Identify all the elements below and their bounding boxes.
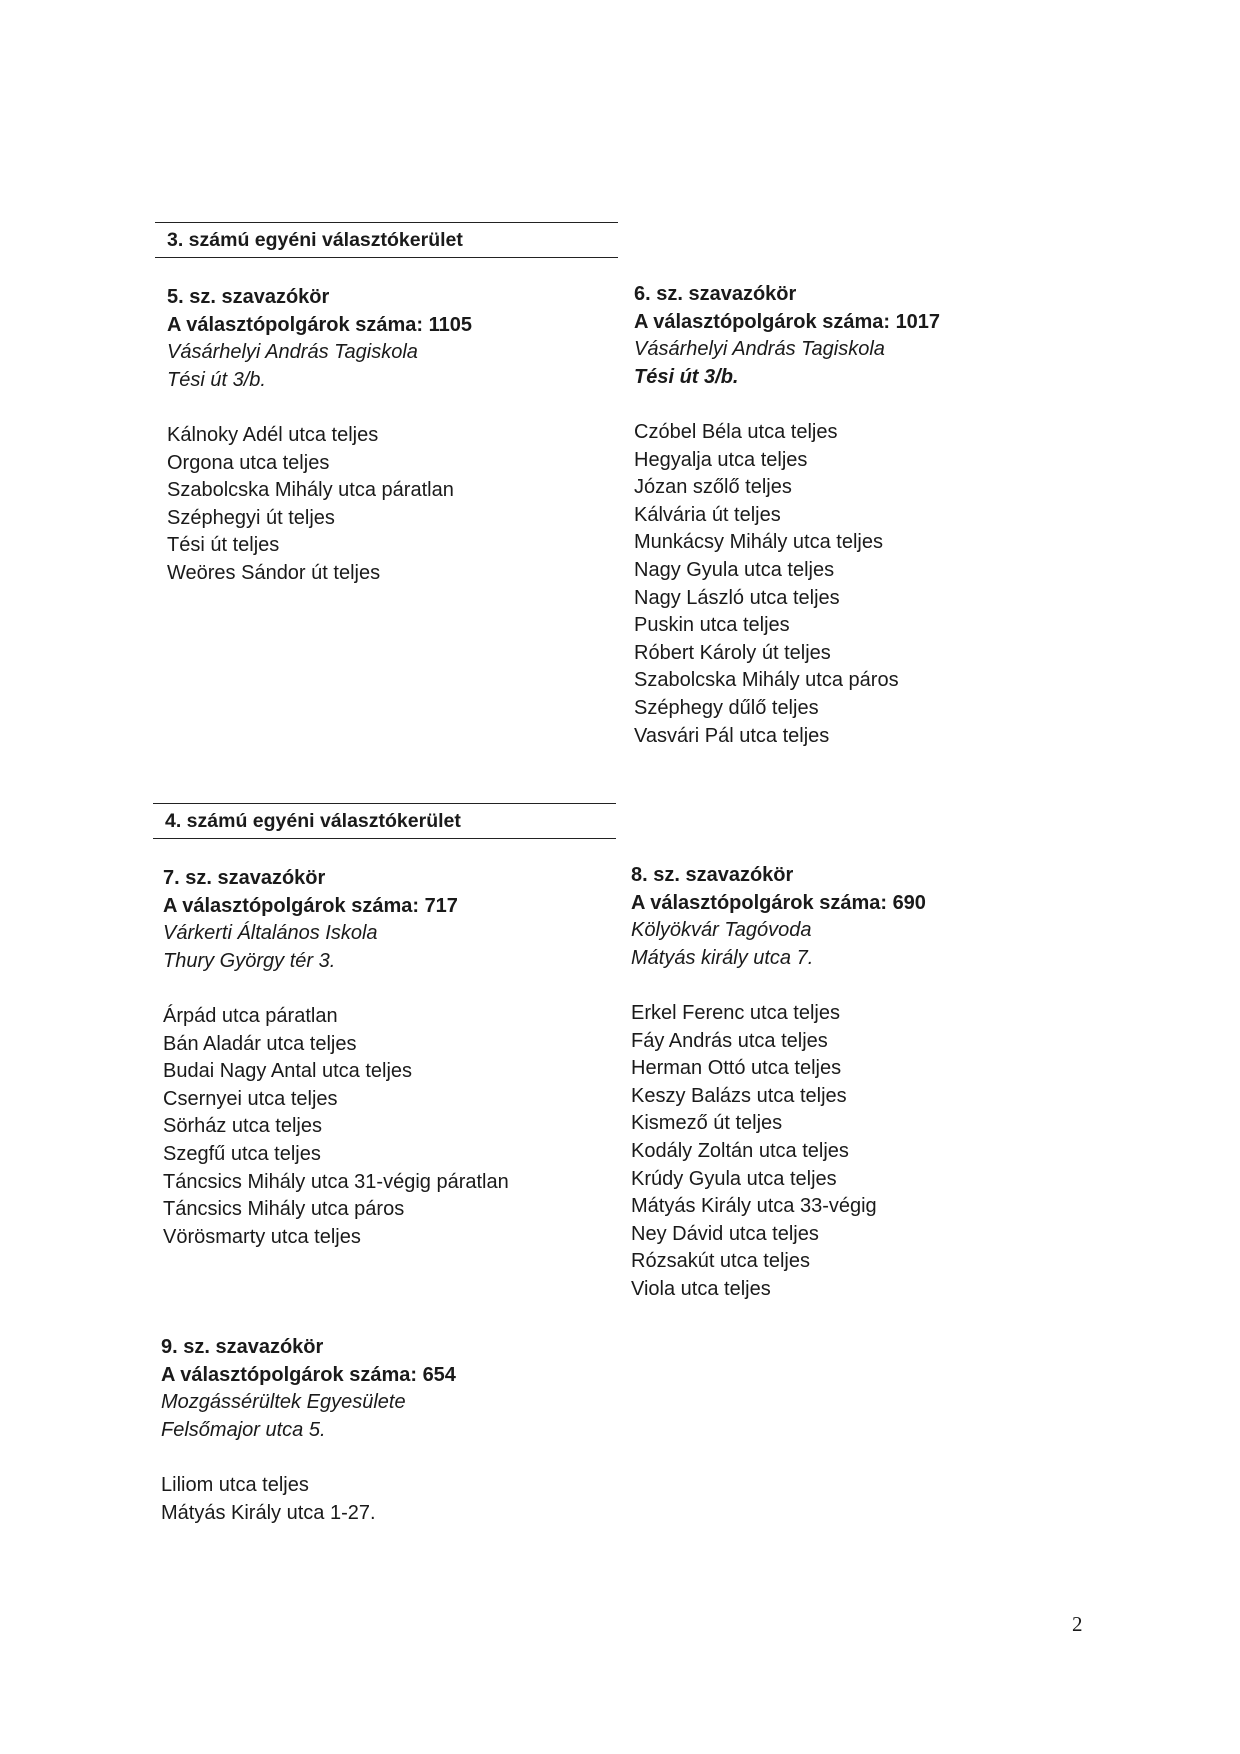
street-item: Kodály Zoltán utca teljes bbox=[631, 1139, 849, 1162]
district-title: 3. számú egyéni választókerület bbox=[167, 229, 463, 251]
street-item: Orgona utca teljes bbox=[167, 451, 330, 474]
street-item: Szegfű utca teljes bbox=[163, 1142, 321, 1165]
street-item: Vörösmarty utca teljes bbox=[163, 1225, 361, 1248]
street-item: Herman Ottó utca teljes bbox=[631, 1057, 842, 1080]
street-item: Kálnoky Adél utca teljes bbox=[167, 423, 379, 446]
precinct-block bbox=[631, 862, 1111, 1304]
polling-location: Vásárhelyi András Tagiskola bbox=[167, 341, 418, 364]
precinct-name: 7. sz. szavazókör bbox=[163, 867, 326, 889]
street-item: Czóbel Béla utca teljes bbox=[634, 420, 838, 443]
voter-count: A választópolgárok száma: 717 bbox=[163, 894, 458, 917]
street-item: Budai Nagy Antal utca teljes bbox=[163, 1060, 413, 1083]
street-item: Táncsics Mihály utca 31-végig páratlan bbox=[163, 1170, 509, 1193]
street-item: Keszy Balázs utca teljes bbox=[631, 1084, 847, 1107]
street-item: Széphegyi út teljes bbox=[167, 506, 335, 529]
polling-location: Mozgássérültek Egyesülete bbox=[161, 1391, 406, 1414]
precinct-name: 8. sz. szavazókör bbox=[631, 864, 794, 886]
voter-count: A választópolgárok száma: 654 bbox=[161, 1363, 456, 1386]
polling-address: Tési út 3/b. bbox=[634, 365, 739, 388]
precinct-name: 9. sz. szavazókör bbox=[161, 1336, 324, 1358]
street-item: Kismező út teljes bbox=[631, 1112, 783, 1135]
polling-address: Felsőmajor utca 5. bbox=[161, 1418, 326, 1441]
street-item: Weöres Sándor út teljes bbox=[167, 561, 381, 584]
street-item: Rózsakút utca teljes bbox=[631, 1250, 810, 1273]
street-item: Ney Dávid utca teljes bbox=[631, 1222, 819, 1245]
voter-count: A választópolgárok száma: 1105 bbox=[167, 313, 472, 336]
street-list bbox=[161, 1472, 641, 1527]
street-item: Nagy Gyula utca teljes bbox=[634, 558, 835, 581]
street-item: Kálvária út teljes bbox=[634, 503, 781, 526]
street-item: Széphegy dűlő teljes bbox=[634, 696, 819, 719]
street-item: Mátyás Király utca 1-27. bbox=[161, 1501, 376, 1524]
street-item: Szabolcska Mihály utca páratlan bbox=[167, 479, 454, 502]
polling-address: Thury György tér 3. bbox=[163, 949, 336, 972]
precinct-name: 6. sz. szavazókör bbox=[634, 283, 797, 305]
polling-address: Mátyás király utca 7. bbox=[631, 946, 814, 969]
district-header bbox=[155, 222, 618, 258]
street-item: Krúdy Gyula utca teljes bbox=[631, 1167, 837, 1190]
street-item: Mátyás Király utca 33-végig bbox=[631, 1195, 877, 1218]
street-item: Szabolcska Mihály utca páros bbox=[634, 669, 899, 692]
polling-address: Tési út 3/b. bbox=[167, 368, 266, 391]
street-item: Erkel Ferenc utca teljes bbox=[631, 1001, 840, 1024]
street-list bbox=[634, 419, 1114, 750]
street-item: Fáy András utca teljes bbox=[631, 1029, 828, 1052]
street-list bbox=[167, 422, 647, 588]
street-item: Nagy László utca teljes bbox=[634, 586, 840, 609]
street-item: Sörház utca teljes bbox=[163, 1115, 322, 1138]
street-item: Hegyalja utca teljes bbox=[634, 448, 808, 471]
street-item: Liliom utca teljes bbox=[161, 1473, 309, 1496]
street-item: Vasvári Pál utca teljes bbox=[634, 724, 830, 747]
precinct-block bbox=[634, 281, 1114, 750]
street-item: Tési út teljes bbox=[167, 534, 280, 557]
street-item: Viola utca teljes bbox=[631, 1277, 771, 1300]
polling-location: Vásárhelyi András Tagiskola bbox=[634, 338, 885, 361]
precinct-block bbox=[167, 284, 647, 588]
page-number: 2 bbox=[1072, 1612, 1083, 1636]
street-item: Táncsics Mihály utca páros bbox=[163, 1198, 405, 1221]
precinct-name: 5. sz. szavazókör bbox=[167, 286, 330, 308]
street-item: Bán Aladár utca teljes bbox=[163, 1032, 357, 1055]
voter-count: A választópolgárok száma: 690 bbox=[631, 891, 926, 914]
street-item: Csernyei utca teljes bbox=[163, 1087, 338, 1110]
street-list bbox=[631, 1000, 1111, 1304]
polling-location: Kölyökvár Tagóvoda bbox=[631, 919, 812, 942]
street-item: Puskin utca teljes bbox=[634, 614, 790, 637]
street-item: Róbert Károly út teljes bbox=[634, 641, 831, 664]
street-item: Munkácsy Mihály utca teljes bbox=[634, 531, 883, 554]
precinct-block bbox=[161, 1334, 641, 1527]
district-header bbox=[153, 803, 616, 839]
street-item: Árpád utca páratlan bbox=[163, 1004, 338, 1027]
polling-location: Várkerti Általános Iskola bbox=[163, 922, 378, 945]
street-item: Józan szőlő teljes bbox=[634, 476, 792, 499]
district-title: 4. számú egyéni választókerület bbox=[165, 810, 461, 832]
voter-count: A választópolgárok száma: 1017 bbox=[634, 310, 941, 333]
precinct-block bbox=[163, 865, 643, 1251]
street-list bbox=[163, 1003, 643, 1251]
